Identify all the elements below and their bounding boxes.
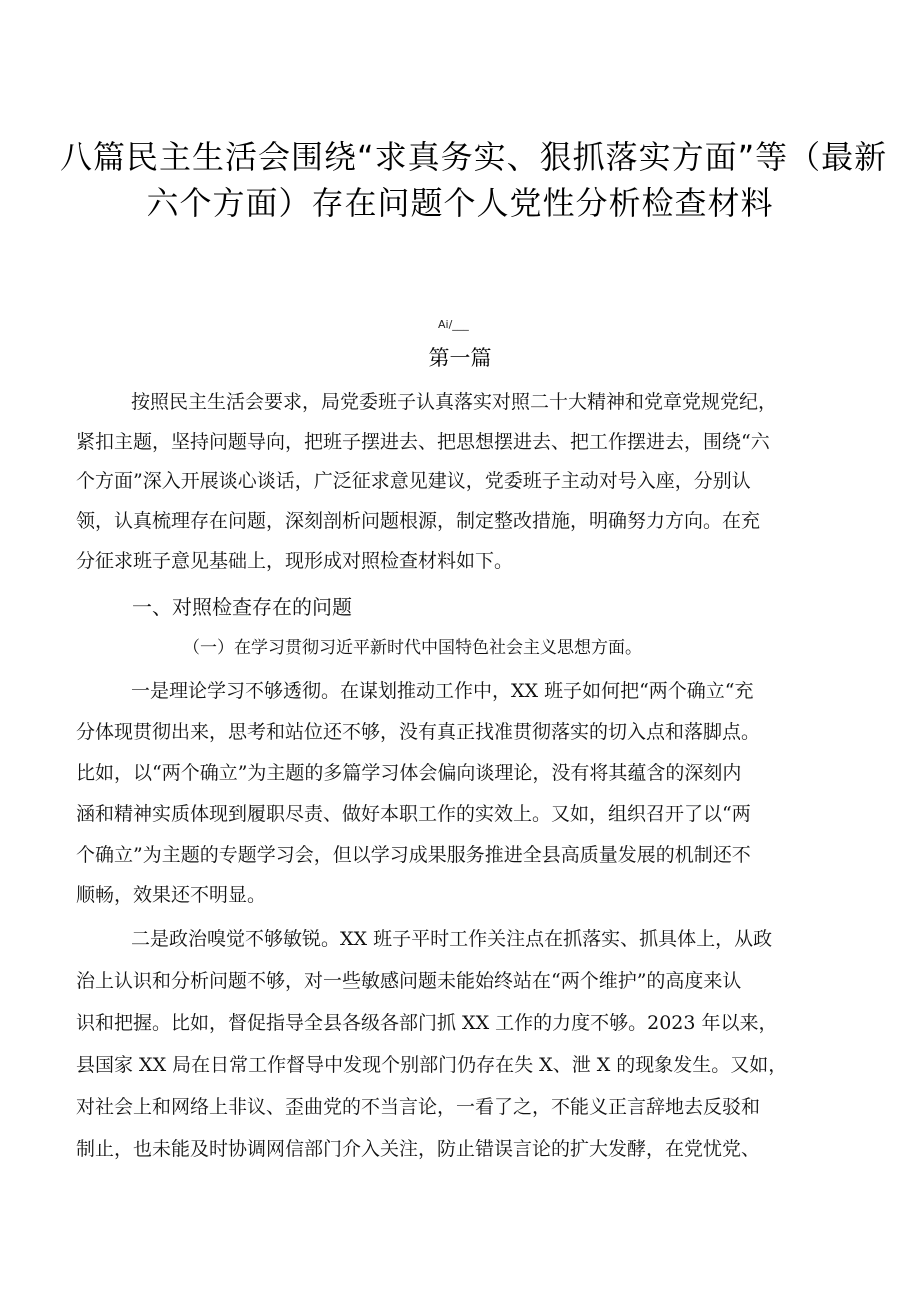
paragraph-line: 比如，以“两个确立”为主题的多篇学习体会偏向谈理论，没有将其蕴含的深刻内 <box>76 762 742 784</box>
paragraph-line: 治上认识和分析问题不够，对一些敏感问题未能始终站在“两个维护”的高度来认 <box>76 970 742 992</box>
subheading: （一）在学习贯彻习近平新时代中国特色社会主义思想方面。 <box>183 638 642 658</box>
document-title-line-2: 六个方面）存在问题个人党性分析检查材料 <box>146 184 774 222</box>
intro-line: 个方面”深入开展谈心谈话，广泛征求意见建议，党委班子主动对号入座，分别认 <box>76 470 751 492</box>
paragraph-line: 县国家 XX 局在日常工作督导中发现个别部门仍存在失 X、泄 X 的现象发生。又如， <box>76 1054 788 1076</box>
paragraph-line: 分体现贯彻出来，思考和站位还不够，没有真正找准贯彻落实的切入点和落脚点。 <box>76 721 761 743</box>
paragraph-line: 对社会上和网络上非议、歪曲党的不当言论，一看了之，不能义正言辞地去反驳和 <box>76 1096 761 1118</box>
paragraph-line: 一是理论学习不够透彻。在谋划推动工作中，XX 班子如何把“两个确立“充 <box>131 680 754 702</box>
intro-line: 分征求班子意见基础上，现形成对照检查材料如下。 <box>76 550 514 572</box>
intro-line: 按照民主生活会要求，局党委班子认真落实对照二十大精神和党章党规党纪， <box>131 391 778 413</box>
paragraph-line: 个确立”为主题的专题学习会，但以学习成果服务推进全县高质量发展的机制还不 <box>76 844 751 866</box>
intro-line: 紧扣主题，坚持问题导向，把班子摆进去、把思想摆进去、把工作摆进去，围绕“六 <box>76 431 770 453</box>
section-marker: Ai/___ <box>438 318 469 331</box>
paragraph-line: 涵和精神实质体现到履职尽责、做好本职工作的实效上。又如，组织召开了以“两 <box>76 803 751 825</box>
heading-problems: 一、对照检查存在的问题 <box>132 595 352 619</box>
paragraph-line: 识和把握。比如，督促指导全县各级各部门抓 XX 工作的力度不够。2023 年以来， <box>76 1012 778 1034</box>
intro-line: 领，认真梳理存在问题，深刻剖析问题根源，制定整改措施，明确努力方向。在充 <box>76 510 761 532</box>
section-title: 第一篇 <box>428 346 492 370</box>
paragraph-line: 顺畅，效果还不明显。 <box>76 884 267 906</box>
paragraph-line: 制止，也未能及时协调网信部门介入关注，防止错误言论的扩大发酵，在党忧党、 <box>76 1138 761 1160</box>
paragraph-line: 二是政治嗅觉不够敏锐。XX 班子平时工作关注点在抓落实、抓具体上，从政 <box>131 928 773 950</box>
document-title-line-1: 八篇民主生活会围绕“求真务实、狠抓落实方面”等（最新 <box>60 138 888 176</box>
